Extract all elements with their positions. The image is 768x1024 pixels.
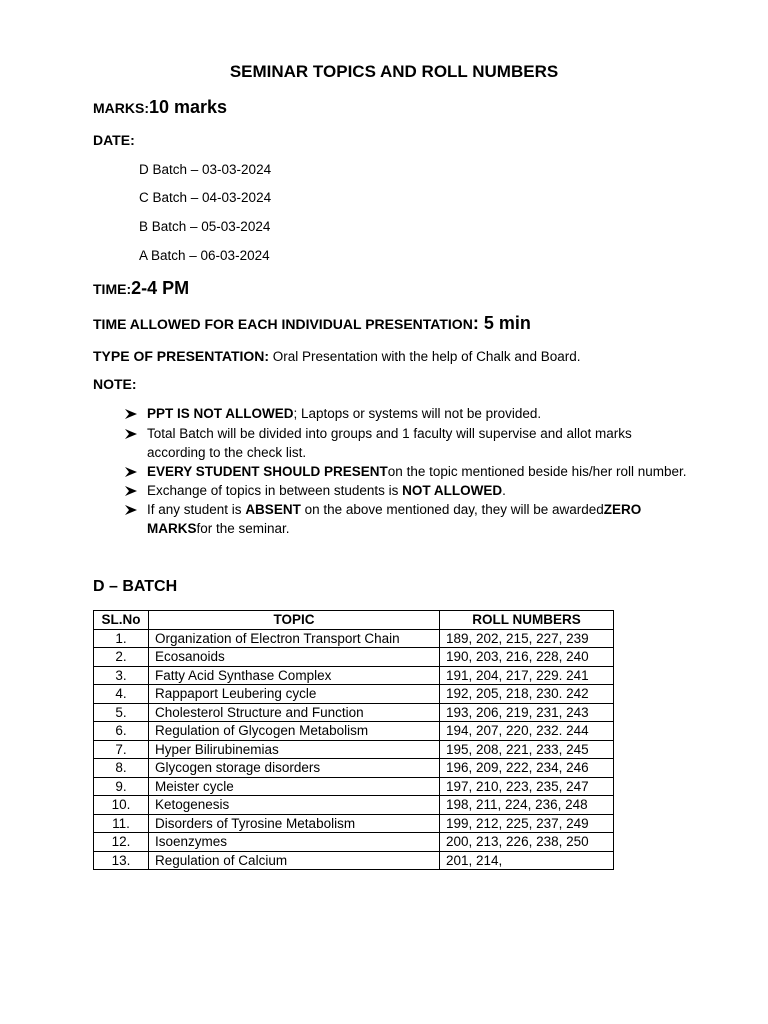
table-row — [94, 648, 614, 667]
time-value: 2-4 PM — [131, 278, 190, 298]
topic-cell: Cholesterol Structure and Function — [149, 703, 440, 722]
table-row — [94, 685, 614, 704]
marks-value: 10 marks — [149, 97, 228, 117]
section-heading: D – BATCH — [93, 578, 178, 595]
topic-cell: Isoenzymes — [149, 833, 440, 852]
note-item-2: Total Batch will be divided into groups and 1 faculty will supervise and allot marks according to the check list. — [147, 426, 632, 460]
roll-numbers-cell: 195, 208, 221, 233, 245 — [440, 740, 614, 759]
seminar-table — [93, 610, 614, 870]
table-row — [94, 703, 614, 722]
sl-no-cell: 6. — [94, 722, 149, 741]
arrow-bullet-icon — [124, 466, 138, 478]
date-label: DATE: — [93, 132, 135, 148]
table-row — [94, 777, 614, 796]
roll-numbers-cell: 197, 210, 223, 235, 247 — [440, 777, 614, 796]
table-row — [94, 629, 614, 648]
column-header: TOPIC — [149, 611, 440, 630]
batch-date-c: C Batch – 04-03-2024 — [139, 190, 272, 205]
presentation-type-line — [93, 348, 580, 366]
topic-cell: Ketogenesis — [149, 796, 440, 815]
table-row — [94, 833, 614, 852]
roll-numbers-cell: 201, 214, — [440, 851, 614, 870]
batch-date-a: A Batch – 06-03-2024 — [139, 248, 270, 263]
roll-numbers-cell: 190, 203, 216, 228, 240 — [440, 648, 614, 667]
topic-cell: Regulation of Calcium — [149, 851, 440, 870]
sl-no-cell: 4. — [94, 685, 149, 704]
marks-label: MARKS: — [93, 100, 149, 116]
sl-no-cell: 9. — [94, 777, 149, 796]
arrow-bullet-icon — [124, 428, 138, 440]
topic-cell: Glycogen storage disorders — [149, 759, 440, 778]
table-row — [94, 722, 614, 741]
presentation-type-value: Oral Presentation with the help of Chalk and Board. — [269, 349, 581, 364]
sl-no-cell: 2. — [94, 648, 149, 667]
topic-cell: Disorders of Tyrosine Metabolism — [149, 814, 440, 833]
table-row — [94, 851, 614, 870]
sl-no-cell: 3. — [94, 666, 149, 685]
time-allowed-label: TIME ALLOWED FOR EACH INDIVIDUAL PRESENTATION — [93, 316, 473, 332]
time-allowed-line — [93, 313, 531, 334]
roll-numbers-cell: 199, 212, 225, 237, 249 — [440, 814, 614, 833]
time-allowed-colon: : — [472, 313, 479, 333]
sl-no-cell: 13. — [94, 851, 149, 870]
marks-line — [93, 97, 227, 118]
topic-cell: Rappaport Leubering cycle — [149, 685, 440, 704]
sl-no-cell: 1. — [94, 629, 149, 648]
batch-date-b: B Batch – 05-03-2024 — [139, 219, 271, 234]
arrow-bullet-icon — [124, 485, 138, 497]
arrow-bullet-icon — [124, 408, 138, 420]
note-item-4: Exchange of topics in between students is NOT ALLOWED. — [147, 483, 506, 498]
topic-cell: Ecosanoids — [149, 648, 440, 667]
roll-numbers-cell: 189, 202, 215, 227, 239 — [440, 629, 614, 648]
roll-numbers-cell: 198, 211, 224, 236, 248 — [440, 796, 614, 815]
roll-numbers-cell: 196, 209, 222, 234, 246 — [440, 759, 614, 778]
roll-numbers-cell: 193, 206, 219, 231, 243 — [440, 703, 614, 722]
time-line — [93, 278, 189, 299]
topic-cell: Fatty Acid Synthase Complex — [149, 666, 440, 685]
roll-numbers-cell: 194, 207, 220, 232. 244 — [440, 722, 614, 741]
table-row — [94, 740, 614, 759]
table-row — [94, 814, 614, 833]
sl-no-cell: 5. — [94, 703, 149, 722]
topic-cell: Regulation of Glycogen Metabolism — [149, 722, 440, 741]
sl-no-cell: 8. — [94, 759, 149, 778]
note-item-3: EVERY STUDENT SHOULD PRESENTon the topic mentioned beside his/her roll number. — [147, 464, 687, 479]
topic-cell: Organization of Electron Transport Chain — [149, 629, 440, 648]
time-label: TIME: — [93, 281, 132, 297]
column-header: SL.No — [94, 611, 149, 630]
time-allowed-value: 5 min — [478, 313, 531, 333]
table-row — [94, 666, 614, 685]
sl-no-cell: 12. — [94, 833, 149, 852]
note-label: NOTE: — [93, 376, 137, 392]
roll-numbers-cell: 200, 213, 226, 238, 250 — [440, 833, 614, 852]
sl-no-cell: 10. — [94, 796, 149, 815]
batch-date-d: D Batch – 03-03-2024 — [139, 162, 272, 177]
roll-numbers-cell: 192, 205, 218, 230. 242 — [440, 685, 614, 704]
topic-cell: Meister cycle — [149, 777, 440, 796]
column-header: ROLL NUMBERS — [440, 611, 614, 630]
table-row — [94, 796, 614, 815]
table-row — [94, 759, 614, 778]
table-header-row — [94, 611, 614, 630]
note-item-1: PPT IS NOT ALLOWED; Laptops or systems will not be provided. — [147, 406, 542, 421]
document-title: SEMINAR TOPICS AND ROLL NUMBERS — [229, 62, 559, 81]
sl-no-cell: 7. — [94, 740, 149, 759]
roll-numbers-cell: 191, 204, 217, 229. 241 — [440, 666, 614, 685]
presentation-type-label: TYPE OF PRESENTATION: — [93, 348, 270, 364]
sl-no-cell: 11. — [94, 814, 149, 833]
topic-cell: Hyper Bilirubinemias — [149, 740, 440, 759]
note-item-5: If any student is ABSENT on the above mentioned day, they will be awardedZERO MARKSfor the seminar. — [147, 502, 642, 536]
arrow-bullet-icon — [124, 504, 138, 516]
